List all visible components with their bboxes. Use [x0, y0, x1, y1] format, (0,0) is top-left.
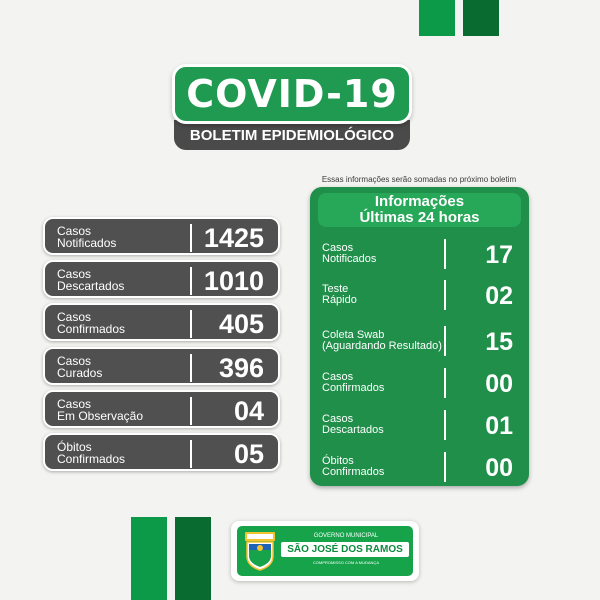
decor-block-bottom-light: [131, 517, 167, 600]
panel-heading: [318, 193, 521, 227]
stat-label: [57, 311, 192, 335]
municipal-logo: [231, 521, 419, 581]
stat-label: [57, 441, 192, 465]
logo-inner: [237, 526, 413, 576]
stat-label: [57, 355, 192, 379]
stat-label-line1: Óbitos: [57, 440, 92, 454]
divider: [190, 354, 192, 382]
title-block: [172, 64, 412, 150]
panel-row-obitos: [312, 447, 527, 489]
stat-label-line2: Em Observação: [57, 409, 144, 423]
panel-label-line1: Óbitos: [322, 455, 354, 467]
panel-value: 00: [485, 454, 513, 482]
stat-label: [57, 225, 192, 249]
subtitle-banner: [174, 120, 410, 150]
divider: [444, 368, 446, 398]
panel-row-confirmados: [312, 363, 527, 405]
stat-value: 05: [233, 439, 264, 469]
panel-label: [322, 372, 452, 394]
panel-label-line1: Casos: [322, 371, 354, 383]
panel-label-line1: Teste: [322, 283, 349, 295]
panel-label-line1: Coleta Swab: [322, 329, 385, 341]
divider: [190, 397, 192, 425]
divider: [444, 280, 446, 310]
stat-value: 396: [218, 353, 264, 383]
panel-label-line2: Rápido: [322, 294, 357, 306]
stat-row-observacao: [43, 390, 280, 428]
panel-label: [322, 414, 452, 436]
stat-label-line2: Confirmados: [57, 452, 126, 466]
panel-value: 00: [485, 370, 513, 398]
logo-main-text: SÃO JOSÉ DOS RAMOS: [281, 542, 409, 557]
panel-row-coleta-swab: [312, 321, 527, 363]
stat-value: 04: [233, 396, 264, 426]
stat-row-curados: [43, 347, 280, 385]
panel-label-line2: Confirmados: [322, 382, 385, 394]
panel-label-line2: (Aguardando Resultado): [322, 340, 442, 352]
decor-block-bottom-dark: [175, 517, 211, 600]
stat-label-line1: Casos: [57, 267, 92, 281]
panel-label-line2: Confirmados: [322, 466, 385, 478]
stat-value: 1425: [203, 223, 264, 253]
panel-label-line1: Casos: [322, 242, 354, 254]
panel-value: 01: [485, 412, 513, 440]
logo-top-text: GOVERNO MUNICIPAL: [313, 533, 379, 539]
panel-value: 15: [485, 328, 513, 356]
stat-row-notificados: [43, 217, 280, 255]
stat-label-line2: Notificados: [57, 236, 117, 250]
stat-label-line2: Confirmados: [57, 322, 126, 336]
stat-row-obitos: [43, 433, 280, 471]
divider: [444, 452, 446, 482]
divider: [444, 239, 446, 269]
panel-label: [322, 456, 452, 478]
stat-label-line2: Curados: [57, 366, 103, 380]
divider: [444, 326, 446, 356]
panel-label-line2: Notificados: [322, 253, 377, 265]
panel-label: [322, 284, 452, 306]
panel-heading-line1: Informações: [374, 193, 465, 210]
panel-heading-line2: Últimas 24 horas: [359, 209, 480, 226]
divider: [190, 224, 192, 252]
stat-label: [57, 268, 192, 292]
panel-row-descartados: [312, 405, 527, 447]
stat-value: 1010: [203, 266, 264, 296]
crest-icon: [243, 530, 277, 572]
stat-label-line1: Casos: [57, 354, 92, 368]
divider: [444, 410, 446, 440]
title-banner: [172, 64, 412, 124]
panel-value: 17: [485, 241, 513, 269]
page-subtitle: BOLETIM EPIDEMIOLÓGICO: [189, 126, 395, 144]
stat-label-line1: Casos: [57, 224, 92, 238]
panel-value: 02: [485, 282, 513, 310]
panel-row-notificados: [312, 234, 527, 276]
panel-row-teste-rapido: [312, 275, 527, 317]
panel-label-line2: Descartados: [322, 424, 384, 436]
panel-label: [322, 330, 452, 352]
page-title: COVID-19: [186, 72, 398, 116]
stat-label-line2: Descartados: [57, 279, 125, 293]
stat-value: 405: [218, 309, 264, 339]
stat-label-line1: Casos: [57, 310, 92, 324]
divider: [190, 310, 192, 338]
logo-tagline: COMPROMISSO COM A MUDANÇA: [312, 560, 379, 565]
panel-label: [322, 243, 452, 265]
divider: [190, 267, 192, 295]
stat-row-descartados: [43, 260, 280, 298]
stat-label-line1: Casos: [57, 397, 92, 411]
divider: [190, 440, 192, 468]
panel-note: Essas informações serão somadas no próximo boletim: [321, 175, 517, 184]
stat-label: [57, 398, 192, 422]
decor-block-top-light: [419, 0, 455, 36]
last24-panel: [310, 187, 529, 486]
panel-label-line1: Casos: [322, 413, 354, 425]
stat-row-confirmados: [43, 303, 280, 341]
decor-block-top-dark: [463, 0, 499, 36]
